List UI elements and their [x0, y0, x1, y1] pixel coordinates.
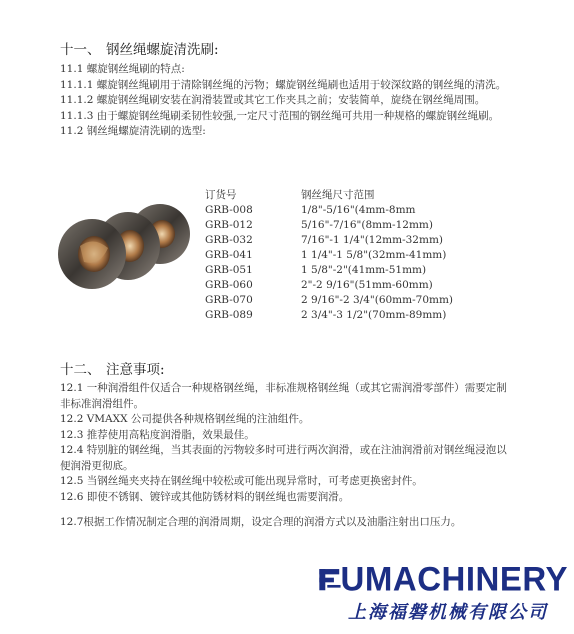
order-no: GRB-051 [205, 264, 253, 276]
order-no: GRB-070 [205, 294, 253, 306]
company-logo [318, 558, 568, 623]
order-no: GRB-041 [205, 249, 253, 261]
table-row [205, 203, 501, 218]
section-12-body [60, 381, 508, 505]
table-row [205, 248, 501, 263]
para-11-1-1: 11.1.1 螺旋钢丝绳刷用于清除钢丝绳的污物；螺旋钢丝绳刷也适用于较深纹路的钢丝绳的清洗。 [60, 78, 507, 91]
para-12-4: 12.4 特别脏的钢丝绳，当其表面的污物较多时可进行两次润滑，或在注油润滑前对钢丝绳浸泡以便润滑更彻底。 [60, 444, 507, 472]
para-12-2: 12.2 VMAXX 公司提供各种规格钢丝绳的注油组件。 [60, 413, 310, 425]
para-11-2: 11.2 钢丝绳螺旋清洗刷的选型: [60, 125, 206, 137]
para-11-1-3: 11.1.3 由于螺旋钢丝绳刷柔韧性较强,一定尺寸范围的钢丝绳可共用一种规格的螺旋钢丝绳刷。 [60, 109, 500, 122]
section-11-title: 钢丝绳螺旋清洗刷: [106, 42, 219, 58]
order-no: GRB-060 [205, 279, 253, 291]
table-row [205, 218, 501, 233]
header-rope-size: 钢丝绳尺寸范围 [301, 189, 375, 201]
rope-size: 1 5/8"-2"(41mm-51mm) [301, 264, 427, 276]
table-header [205, 188, 501, 203]
order-no: GRB-032 [205, 234, 253, 246]
rope-size: 7/16"-1 1/4"(12mm-32mm) [301, 234, 443, 246]
logo-wordmark: UMACHINERY [340, 559, 568, 598]
section-11-number: 十一、 [60, 42, 101, 58]
rope-size: 1 1/4"-1 5/8"(32mm-41mm) [301, 249, 447, 261]
header-order-no: 订货号 [205, 189, 237, 201]
para-12-6: 12.6 即使不锈钢、镀锌或其他防锈材料的钢丝绳也需要润滑。 [60, 490, 350, 503]
table-row [205, 263, 501, 278]
table-row [205, 278, 501, 293]
logo-company-name: 上海福磐机械有限公司 [348, 602, 548, 622]
rope-size: 2 9/16"-2 3/4"(60mm-70mm) [301, 294, 454, 306]
para-12-1: 12.1 一种润滑组件仅适合一种规格钢丝绳，非标准规格钢丝绳（或其它需润滑零部件）需要定制非标准润滑组件。 [60, 382, 507, 410]
logo-f-mark-icon [318, 562, 341, 596]
section-11-heading [60, 38, 219, 58]
para-12-7: 12.7根据工作情况制定合理的润滑周期，设定合理的润滑方式以及油脂注射出口压力。 [60, 516, 462, 528]
rope-size: 2 3/4"-3 1/2"(70mm-89mm) [301, 309, 447, 321]
order-no: GRB-089 [205, 309, 253, 321]
table-row [205, 293, 501, 308]
section-11-body [60, 62, 508, 140]
section-12-heading [60, 358, 165, 378]
section-12-number: 十二、 [60, 362, 101, 378]
table-row [205, 308, 501, 323]
order-no: GRB-008 [205, 204, 253, 216]
table-row [205, 233, 501, 248]
brush-selection-table [205, 188, 501, 323]
para-12-5: 12.5 当钢丝绳夹夹持在钢丝绳中较松或可能出现异常时，可考虑更换密封件。 [60, 475, 423, 487]
rope-size: 1/8"-5/16"(4mm-8mm [301, 204, 416, 216]
section-12-title: 注意事项: [106, 362, 165, 378]
brush-product-image [50, 196, 200, 291]
para-11-1-2: 11.1.2 螺旋钢丝绳刷安装在润滑装置或其它工作夹具之前；安装简单，旋绕在钢丝绳周围。 [60, 94, 486, 106]
order-no: GRB-012 [205, 219, 253, 231]
rope-size: 5/16"-7/16"(8mm-12mm) [301, 219, 433, 231]
rope-size: 2"-2 9/16"(51mm-60mm) [301, 279, 433, 291]
para-12-3: 12.3 推荐使用高粘度润滑脂，效果最佳。 [60, 428, 255, 441]
para-11-1: 11.1 螺旋钢丝绳刷的特点: [60, 63, 185, 75]
